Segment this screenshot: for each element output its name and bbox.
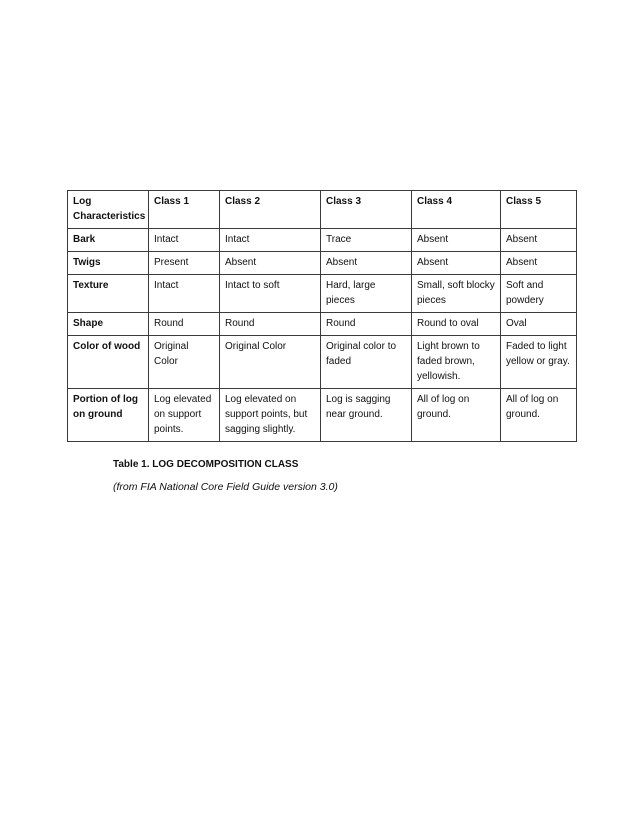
- header-class-4: Class 4: [412, 191, 501, 229]
- table-row: [68, 336, 577, 389]
- table-cell: Hard, large pieces: [321, 275, 412, 313]
- table-cell: All of log on ground.: [501, 389, 577, 442]
- table-cell: Absent: [501, 252, 577, 275]
- log-decomposition-table: [67, 190, 577, 442]
- table-cell: Round: [321, 313, 412, 336]
- row-label-color-of-wood: Color of wood: [68, 336, 149, 389]
- table-cell: Small, soft blocky pieces: [412, 275, 501, 313]
- header-class-2: Class 2: [220, 191, 321, 229]
- row-label-portion-on-ground: Portion of log on ground: [68, 389, 149, 442]
- table-caption: Table 1. LOG DECOMPOSITION CLASS: [113, 459, 299, 470]
- table-cell: Faded to light yellow or gray.: [501, 336, 577, 389]
- table-cell: Absent: [321, 252, 412, 275]
- table-cell: Light brown to faded brown, yellowish.: [412, 336, 501, 389]
- table-cell: Absent: [220, 252, 321, 275]
- row-label-twigs: Twigs: [68, 252, 149, 275]
- table-cell: Round: [220, 313, 321, 336]
- table-cell: Log elevated on support points.: [149, 389, 220, 442]
- row-label-bark: Bark: [68, 229, 149, 252]
- table-cell: Log is sagging near ground.: [321, 389, 412, 442]
- table-cell: Intact: [220, 229, 321, 252]
- table-cell: Original Color: [149, 336, 220, 389]
- header-log-characteristics: Log Characteristics: [68, 191, 149, 229]
- row-label-texture: Texture: [68, 275, 149, 313]
- table-cell: Absent: [412, 252, 501, 275]
- table-row: [68, 252, 577, 275]
- table-row: [68, 313, 577, 336]
- table-cell: Original Color: [220, 336, 321, 389]
- row-label-shape: Shape: [68, 313, 149, 336]
- table-cell: Present: [149, 252, 220, 275]
- source-citation: (from FIA National Core Field Guide version 3.0): [113, 481, 338, 493]
- table-cell: Soft and powdery: [501, 275, 577, 313]
- table-cell: Original color to faded: [321, 336, 412, 389]
- table-cell: Intact: [149, 275, 220, 313]
- table-cell: Absent: [412, 229, 501, 252]
- header-class-3: Class 3: [321, 191, 412, 229]
- table-row: [68, 275, 577, 313]
- table-cell: Trace: [321, 229, 412, 252]
- table-cell: Absent: [501, 229, 577, 252]
- table-cell: Intact to soft: [220, 275, 321, 313]
- table-cell: Intact: [149, 229, 220, 252]
- header-class-5: Class 5: [501, 191, 577, 229]
- table-header-row: [68, 191, 577, 229]
- table-cell: Log elevated on support points, but sagging slightly.: [220, 389, 321, 442]
- table-cell: All of log on ground.: [412, 389, 501, 442]
- header-class-1: Class 1: [149, 191, 220, 229]
- table-row: [68, 229, 577, 252]
- table-cell: Oval: [501, 313, 577, 336]
- table-cell: Round to oval: [412, 313, 501, 336]
- table-cell: Round: [149, 313, 220, 336]
- table-row: [68, 389, 577, 442]
